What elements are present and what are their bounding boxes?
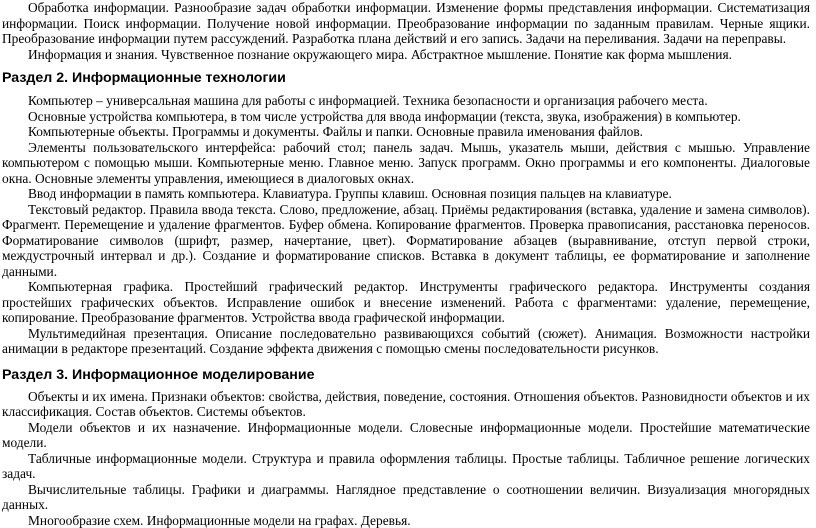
paragraph: Компьютерные объекты. Программы и документы. Файлы и папки. Основные правила именования файлов. [2,124,810,140]
paragraph: Объекты и их имена. Признаки объектов: свойства, действия, поведение, состояния. Отношения объектов. Разновидности объектов и их классификация. Состав объектов. Системы объектов. [2,389,810,420]
section-2 [2,93,810,357]
paragraph: Вычислительные таблицы. Графики и диаграммы. Наглядное представление о соотношении величин. Визуализация многорядных данных. [2,482,810,513]
paragraph: Компьютер – универсальная машина для работы с информацией. Техника безопасности и организация рабочего места. [2,93,810,109]
paragraph: Основные устройства компьютера, в том числе устройства для ввода информации (текста, звука, изображения) в компьютер. [2,109,810,125]
section-heading: Раздел 3. Информационное моделирование [2,367,810,384]
paragraph: Обработка информации. Разнообразие задач обработки информации. Изменение формы представления информации. Систематизация информации. Поиск информации. Получение новой информации. Преобразование информации по заданным правилам. Черные ящики. Преобразование информации путем рассуждений. Разработка плана действий и его запись. Задачи на переливания. Задачи на переправы. [2,0,810,47]
section-1 [2,0,810,62]
paragraph: Многообразие схем. Информационные модели на графах. Деревья. [2,513,810,528]
paragraph: Ввод информации в память компьютера. Клавиатура. Группы клавиш. Основная позиция пальцев на клавиатуре. [2,186,810,202]
paragraph: Табличные информационные модели. Структура и правила оформления таблицы. Простые таблицы. Табличное решение логических задач. [2,451,810,482]
paragraph: Элементы пользовательского интерфейса: рабочий стол; панель задач. Мышь, указатель мыши, действия с мышью. Управление компьютером с помощью мыши. Компьютерные меню. Главное меню. Запуск программ. Окно программы и его компоненты. Диалоговые окна. Основные элементы управления, имеющиеся в диалоговых окнах. [2,140,810,187]
section-heading: Раздел 2. Информационные технологии [2,70,810,87]
section-3 [2,389,810,528]
paragraph: Компьютерная графика. Простейший графический редактор. Инструменты графического редактора. Инструменты создания простейших графических объектов. Исправление ошибок и внесение изменений. Работа с фрагментами: удаление, перемещение, копирование. Преобразование фрагментов. Устройства ввода графической информации. [2,279,810,326]
paragraph: Информация и знания. Чувственное познание окружающего мира. Абстрактное мышление. Понятие как форма мышления. [2,47,810,63]
paragraph: Модели объектов и их назначение. Информационные модели. Словесные информационные модели. Простейшие математические модели. [2,420,810,451]
paragraph: Текстовый редактор. Правила ввода текста. Слово, предложение, абзац. Приёмы редактирования (вставка, удаление и замена символов). Фрагмент. Перемещение и удаление фрагментов. Буфер обмена. Копирование фрагментов. Проверка правописания, расстановка переносов. Форматирование символов (шрифт, размер, начертание, цвет). Форматирование абзацев (выравнивание, отступ первой строки, междустрочный интервал и др.). Создание и форматирование списков. Вставка в документ таблицы, ее форматирование и заполнение данными. [2,202,810,280]
paragraph: Мультимедийная презентация. Описание последовательно развивающихся событий (сюжет). Анимация. Возможности настройки анимации в редакторе презентаций. Создание эффекта движения с помощью смены последовательности рисунков. [2,326,810,357]
